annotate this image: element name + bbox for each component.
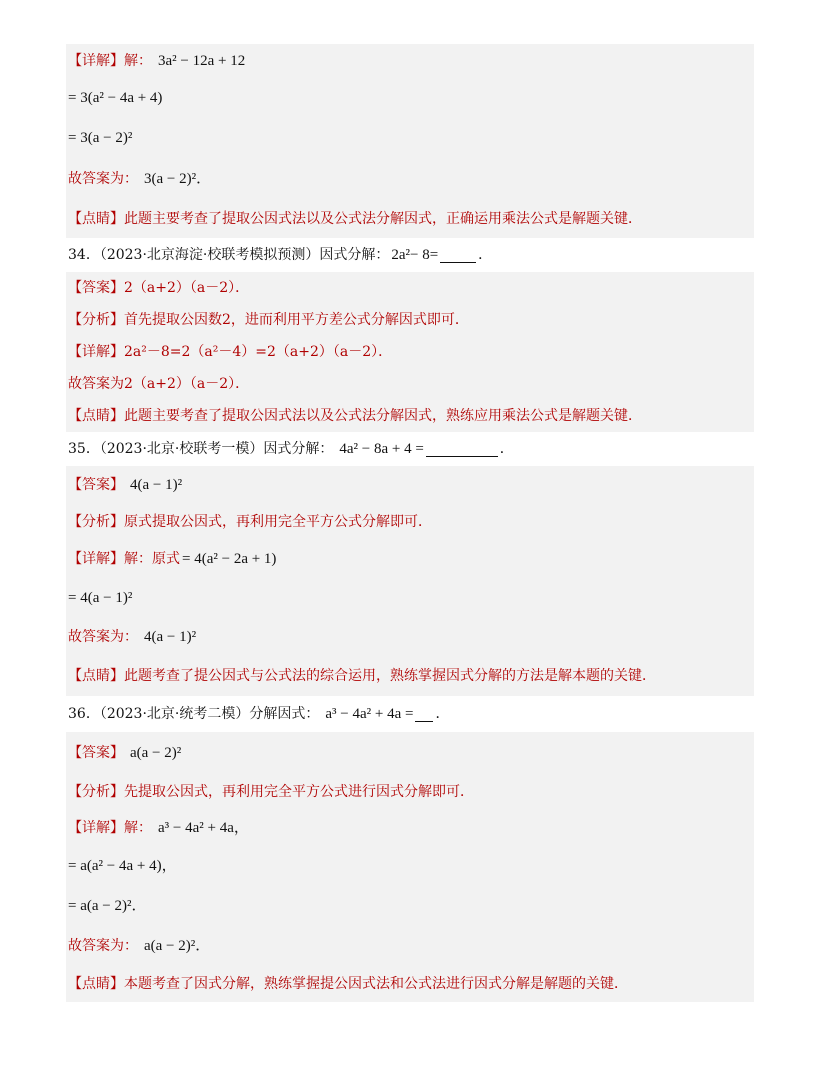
step1-expr: = a(a² − 4a + 4)， <box>68 858 177 874</box>
detail-line <box>66 44 754 78</box>
answer-text: 故答案为： <box>68 938 138 954</box>
analysis-text: 原式提取公因式，再利用完全平方公式分解即可． <box>124 514 432 530</box>
comment-line <box>66 656 754 696</box>
comment-tag: 【点睛】 <box>68 976 124 992</box>
answer-tag: 【答案】 <box>68 477 124 493</box>
answer-expr: 3(a − 2)²． <box>144 171 212 187</box>
question-expr: a³ − 4a² + 4a = <box>325 706 414 722</box>
comment-line <box>66 966 754 1002</box>
answer-line <box>66 272 754 304</box>
detail-text: 解： <box>124 53 152 69</box>
answer-expr: 4(a − 1)² <box>144 629 197 645</box>
answer-line <box>66 618 754 656</box>
final-line <box>66 368 754 400</box>
analysis-text: 首先提取公因数2，进而利用平方差公式分解因式即可． <box>124 312 469 328</box>
question-prefix: 34．（2023·北京海淀·校联考模拟预测）因式分解： <box>68 247 390 263</box>
comment-text: 此题主要考查了提取公因式法以及公式法分解因式，正确运用乘法公式是解题关键． <box>124 211 642 227</box>
detail-line <box>66 336 754 368</box>
detail-line <box>66 540 754 578</box>
step-line <box>66 886 754 926</box>
comment-line <box>66 400 754 432</box>
question-suffix: ． <box>499 441 514 457</box>
detail-text: 2a²－8=2（a²－4）=2（a+2）（a－2）． <box>124 344 393 360</box>
question-36 <box>66 696 754 732</box>
solution-block-35 <box>66 466 754 696</box>
question-prefix: 36．（2023·北京·统考二模）分解因式： <box>68 706 320 722</box>
answer-tag: 【答案】 <box>68 280 124 296</box>
answer-expr: a(a − 2)² <box>130 745 182 761</box>
answer-blank <box>426 442 498 457</box>
answer-text: 故答案为： <box>68 629 138 645</box>
detail-expr: 3a² − 12a + 12 <box>158 53 246 69</box>
answer-blank <box>440 248 476 263</box>
analysis-tag: 【分析】 <box>68 514 124 530</box>
analysis-line <box>66 504 754 540</box>
analysis-line <box>66 774 754 810</box>
answer-line <box>66 732 754 774</box>
comment-tag: 【点睛】 <box>68 408 124 424</box>
detail-tag: 【详解】 <box>68 820 124 836</box>
question-35 <box>66 432 754 466</box>
answer-line <box>66 926 754 966</box>
solution-block-36 <box>66 732 754 1002</box>
question-prefix: 35．（2023·北京·校联考一模）因式分解： <box>68 441 334 457</box>
answer-tag: 【答案】 <box>68 745 124 761</box>
comment-line <box>66 200 754 238</box>
detail-text: 解：原式 <box>124 551 180 567</box>
detail-line <box>66 810 754 846</box>
detail-tag: 【详解】 <box>68 53 124 69</box>
solution-block-34 <box>66 272 754 432</box>
document-page <box>66 44 754 1002</box>
question-expr: 4a² − 8a + 4 = <box>339 441 424 457</box>
step1-expr: = 4(a − 1)² <box>68 590 133 606</box>
detail-expr: = 4(a² − 2a + 1) <box>182 551 277 567</box>
detail-tag: 【详解】 <box>68 551 124 567</box>
step-line <box>66 578 754 618</box>
comment-text: 本题考查了因式分解，熟练掌握提公因式法和公式法进行因式分解是解题的关键． <box>124 976 628 992</box>
comment-text: 此题主要考查了提取公因式法以及公式法分解因式，熟练应用乘法公式是解题关键． <box>124 408 642 424</box>
detail-expr: a³ − 4a² + 4a， <box>158 820 249 836</box>
answer-line <box>66 158 754 200</box>
step-line <box>66 118 754 158</box>
answer-text: 2（a+2）（a－2）． <box>124 280 250 296</box>
detail-tag: 【详解】 <box>68 344 124 360</box>
solution-block-33 <box>66 44 754 238</box>
answer-expr: 4(a − 1)² <box>130 477 183 493</box>
comment-tag: 【点睛】 <box>68 668 124 684</box>
answer-blank <box>415 707 433 722</box>
final-text: 故答案为2（a+2）（a－2）． <box>68 376 250 392</box>
analysis-tag: 【分析】 <box>68 784 124 800</box>
question-suffix: ． <box>478 247 493 263</box>
step2-expr: = a(a − 2)²． <box>68 898 147 914</box>
question-expr: 2a²− 8= <box>391 247 439 263</box>
analysis-text: 先提取公因式，再利用完全平方公式进行因式分解即可． <box>124 784 474 800</box>
step-line <box>66 78 754 118</box>
detail-text: 解： <box>124 820 152 836</box>
analysis-tag: 【分析】 <box>68 312 124 328</box>
question-34 <box>66 238 754 272</box>
answer-line <box>66 466 754 504</box>
answer-expr: a(a − 2)²． <box>144 938 211 954</box>
question-suffix: ． <box>435 706 450 722</box>
step1-expr: = 3(a² − 4a + 4) <box>68 90 163 106</box>
comment-text: 此题考查了提公因式与公式法的综合运用，熟练掌握因式分解的方法是解本题的关键． <box>124 668 656 684</box>
analysis-line <box>66 304 754 336</box>
comment-tag: 【点睛】 <box>68 211 124 227</box>
step-line <box>66 846 754 886</box>
step2-expr: = 3(a − 2)² <box>68 130 133 146</box>
answer-text: 故答案为： <box>68 171 138 187</box>
